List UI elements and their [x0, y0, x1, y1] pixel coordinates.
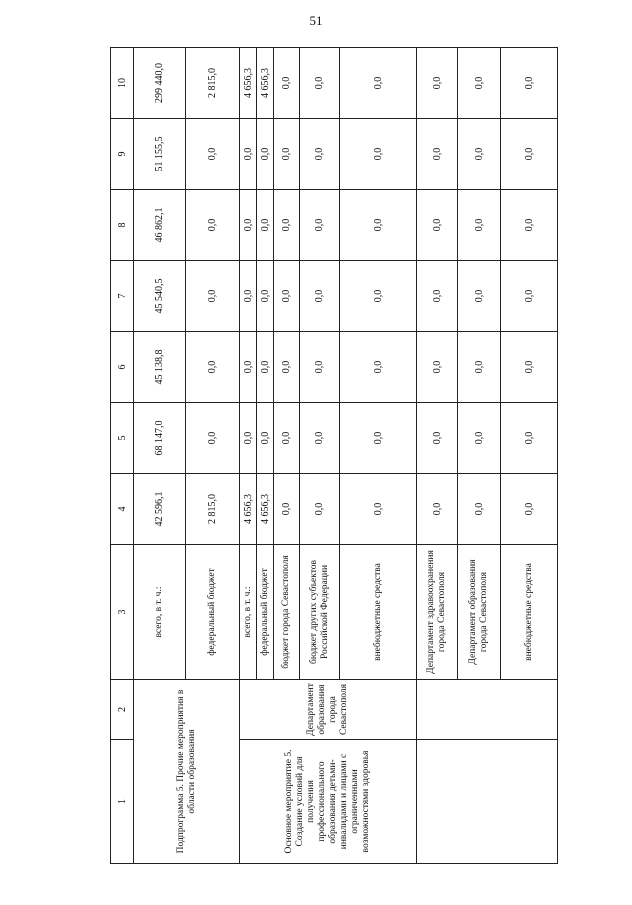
- funding-source: федеральный бюджет: [257, 545, 274, 680]
- value-cell: 0,0: [340, 474, 417, 545]
- value-cell: 0,0: [300, 119, 340, 190]
- table-row: [240, 48, 257, 864]
- value-cell: 0,0: [458, 332, 501, 403]
- value-cell: 4 656,3: [240, 48, 257, 119]
- value-cell: 0,0: [300, 403, 340, 474]
- funding-source: внебюджетные средства: [340, 545, 417, 680]
- funding-source: Департамент здравоохранения города Севастополя: [417, 545, 458, 680]
- value-cell: 4 656,3: [240, 474, 257, 545]
- column-number: 3: [111, 545, 134, 680]
- column-number: 8: [111, 190, 134, 261]
- value-cell: 0,0: [186, 403, 240, 474]
- value-cell: 0,0: [340, 261, 417, 332]
- value-cell: 45 540,5: [134, 261, 186, 332]
- column-number: 10: [111, 48, 134, 119]
- value-cell: 0,0: [458, 261, 501, 332]
- column-number: 1: [111, 740, 134, 864]
- measure-executor: Департамент образования города Севастополя: [240, 680, 417, 740]
- value-cell: 0,0: [274, 48, 300, 119]
- value-cell: 0,0: [300, 261, 340, 332]
- value-cell: 0,0: [417, 190, 458, 261]
- value-cell: 0,0: [240, 261, 257, 332]
- value-cell: 0,0: [274, 119, 300, 190]
- value-cell: 0,0: [257, 190, 274, 261]
- column-number: 5: [111, 403, 134, 474]
- value-cell: 0,0: [257, 119, 274, 190]
- funding-source: Департамент образования города Севастополя: [458, 545, 501, 680]
- value-cell: 0,0: [501, 190, 558, 261]
- funding-source: федеральный бюджет: [186, 545, 240, 680]
- value-cell: 299 440,0: [134, 48, 186, 119]
- value-cell: 0,0: [417, 119, 458, 190]
- funding-source: всего, в т. ч.:: [134, 545, 186, 680]
- value-cell: 45 138,8: [134, 332, 186, 403]
- value-cell: 0,0: [417, 261, 458, 332]
- value-cell: 0,0: [458, 190, 501, 261]
- column-number-row: [111, 48, 134, 864]
- value-cell: 0,0: [186, 119, 240, 190]
- value-cell: 0,0: [501, 474, 558, 545]
- column-number: 9: [111, 119, 134, 190]
- value-cell: 0,0: [240, 403, 257, 474]
- value-cell: 51 155,5: [134, 119, 186, 190]
- value-cell: 0,0: [274, 332, 300, 403]
- value-cell: 0,0: [300, 474, 340, 545]
- value-cell: 0,0: [186, 190, 240, 261]
- value-cell: 0,0: [501, 48, 558, 119]
- measure-name: Основное мероприятие 5. Создание условий для получения профессионального образования детьми-инвалидами и лицами с ограниченными возможностями здоровья: [240, 740, 417, 864]
- value-cell: 42 596,1: [134, 474, 186, 545]
- empty-cell: [417, 740, 558, 864]
- value-cell: 0,0: [300, 332, 340, 403]
- value-cell: 0,0: [417, 403, 458, 474]
- value-cell: 0,0: [417, 48, 458, 119]
- value-cell: 0,0: [458, 119, 501, 190]
- value-cell: 0,0: [257, 332, 274, 403]
- value-cell: 0,0: [501, 332, 558, 403]
- value-cell: 0,0: [340, 332, 417, 403]
- value-cell: 68 147,0: [134, 403, 186, 474]
- value-cell: 0,0: [501, 261, 558, 332]
- table-row: [417, 48, 458, 864]
- value-cell: 0,0: [458, 403, 501, 474]
- column-number: 2: [111, 680, 134, 740]
- value-cell: 0,0: [300, 190, 340, 261]
- table-row: [134, 48, 186, 864]
- funding-source: всего, в т. ч.:: [240, 545, 257, 680]
- value-cell: 0,0: [274, 403, 300, 474]
- value-cell: 0,0: [257, 261, 274, 332]
- empty-cell: [417, 680, 558, 740]
- value-cell: 0,0: [257, 403, 274, 474]
- page-number: 51: [309, 13, 323, 28]
- value-cell: 0,0: [458, 48, 501, 119]
- column-number: 6: [111, 332, 134, 403]
- value-cell: 0,0: [300, 48, 340, 119]
- value-cell: 2 815,0: [186, 48, 240, 119]
- value-cell: 0,0: [240, 332, 257, 403]
- value-cell: 0,0: [340, 119, 417, 190]
- funding-source: внебюджетные средства: [501, 545, 558, 680]
- value-cell: 0,0: [240, 119, 257, 190]
- value-cell: 0,0: [340, 190, 417, 261]
- column-number: 7: [111, 261, 134, 332]
- value-cell: 0,0: [274, 474, 300, 545]
- value-cell: 0,0: [501, 119, 558, 190]
- value-cell: 0,0: [186, 332, 240, 403]
- value-cell: 0,0: [240, 190, 257, 261]
- value-cell: 0,0: [274, 190, 300, 261]
- value-cell: 0,0: [186, 261, 240, 332]
- value-cell: 0,0: [340, 403, 417, 474]
- value-cell: 0,0: [340, 48, 417, 119]
- value-cell: 0,0: [274, 261, 300, 332]
- value-cell: 46 862,1: [134, 190, 186, 261]
- value-cell: 0,0: [417, 474, 458, 545]
- value-cell: 0,0: [417, 332, 458, 403]
- funding-source: бюджет других субъектов Российской Федерации: [300, 545, 340, 680]
- value-cell: 4 656,3: [257, 474, 274, 545]
- budget-table: [110, 47, 558, 864]
- column-number: 4: [111, 474, 134, 545]
- value-cell: 0,0: [501, 403, 558, 474]
- value-cell: 4 656,3: [257, 48, 274, 119]
- value-cell: 2 815,0: [186, 474, 240, 545]
- funding-source: бюджет города Севастополя: [274, 545, 300, 680]
- subprogram-title: Подпрограмма 5. Прочие мероприятия в области образования: [134, 680, 240, 864]
- value-cell: 0,0: [458, 474, 501, 545]
